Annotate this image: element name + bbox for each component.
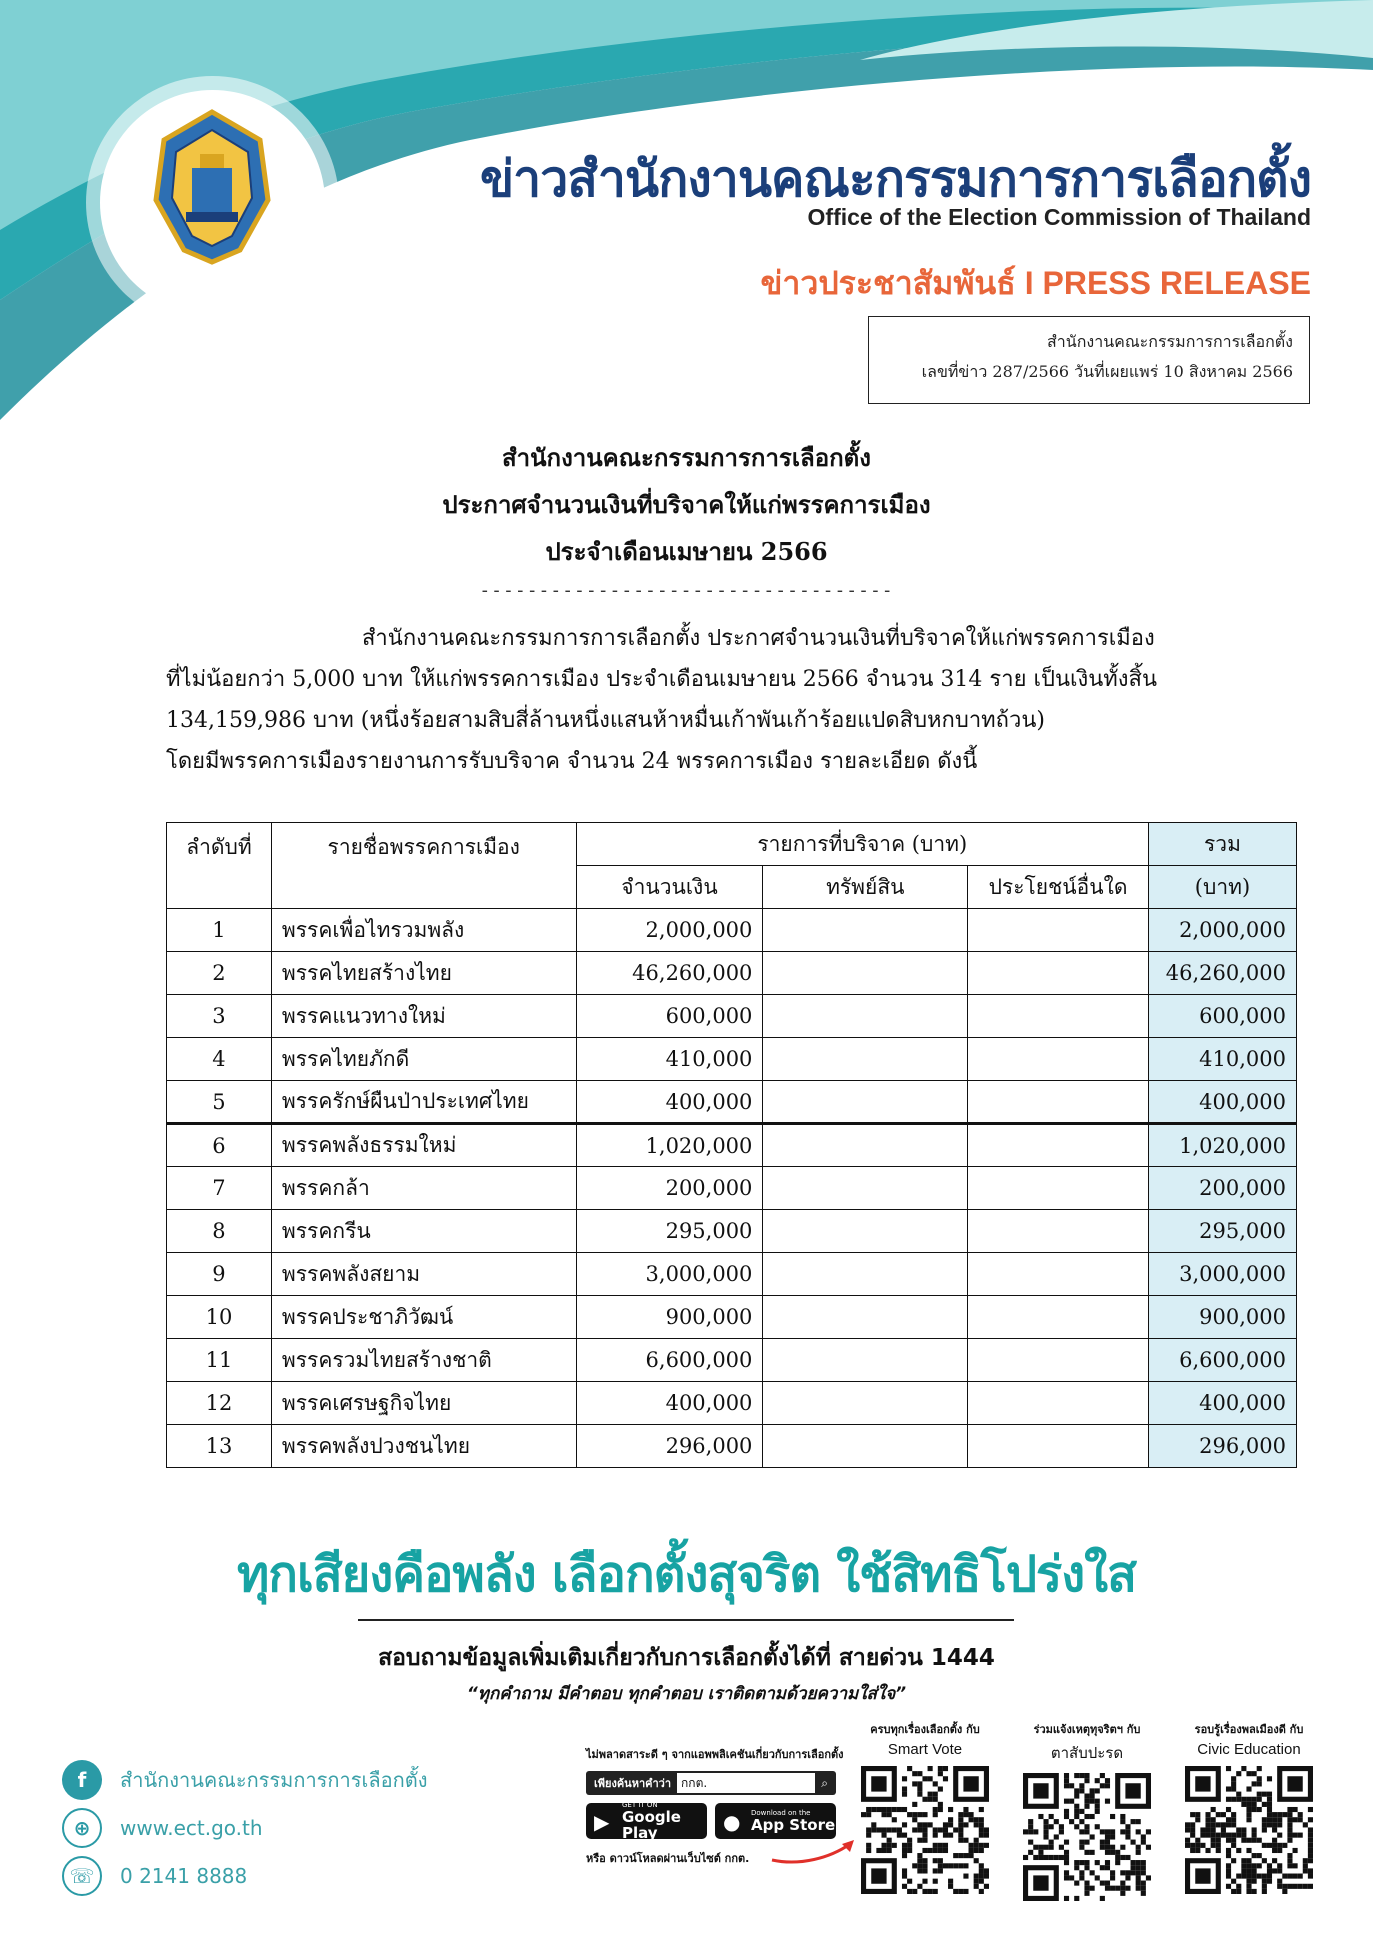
cell-other	[968, 909, 1149, 952]
cell-total: 900,000	[1148, 1296, 1296, 1339]
cell-total: 3,000,000	[1148, 1253, 1296, 1296]
cell-party-name: พรรครักษ์ผืนป่าประเทศไทย	[271, 1081, 576, 1124]
cell-no: 13	[167, 1425, 272, 1468]
table-row	[167, 1167, 1297, 1210]
hotline-subtext: “ทุกคำถาม มีคำตอบ ทุกคำตอบ เราติดตามด้วยความใส่ใจ”	[466, 1684, 907, 1704]
ect-seal-logo	[100, 90, 325, 315]
cell-party-name: พรรคไทยสร้างไทย	[271, 952, 576, 995]
table-row	[167, 1339, 1297, 1382]
table-row	[167, 1425, 1297, 1468]
separator: -----------------------------------	[479, 580, 894, 601]
cell-cash: 3,000,000	[576, 1253, 763, 1296]
cell-party-name: พรรคพลังสยาม	[271, 1253, 576, 1296]
cell-no: 8	[167, 1210, 272, 1253]
cell-total: 400,000	[1148, 1081, 1296, 1124]
cell-no: 7	[167, 1167, 272, 1210]
cell-cash: 6,600,000	[576, 1339, 763, 1382]
cell-asset	[763, 1038, 968, 1081]
qr-smart-vote[interactable]	[850, 1720, 1000, 1898]
contact-facebook[interactable]	[62, 1760, 427, 1800]
col-header-no: ลำดับที่	[167, 823, 272, 909]
cell-total: 200,000	[1148, 1167, 1296, 1210]
table-row	[167, 1210, 1297, 1253]
cell-no: 9	[167, 1253, 272, 1296]
table-row	[167, 995, 1297, 1038]
cell-party-name: พรรคแนวทางใหม่	[271, 995, 576, 1038]
apple-icon: ●	[723, 1810, 741, 1834]
cell-no: 2	[167, 952, 272, 995]
cell-asset	[763, 1167, 968, 1210]
header-title-en: Office of the Election Commission of Thailand	[807, 204, 1311, 230]
qr-code-icon	[861, 1766, 989, 1894]
col-header-total: รวม	[1148, 823, 1296, 866]
col-header-donation-group: รายการที่บริจาค (บาท)	[576, 823, 1148, 866]
cell-no: 12	[167, 1382, 272, 1425]
cell-cash: 1,020,000	[576, 1124, 763, 1167]
cell-party-name: พรรคเศรษฐกิจไทย	[271, 1382, 576, 1425]
para-line-1: สำนักงานคณะกรรมการการเลือกตั้ง ประกาศจำนวนเงินที่บริจาคให้แก่พรรคการเมือง	[362, 626, 1155, 651]
qr3-name: Civic Education	[1197, 1741, 1301, 1758]
phone-icon: ☏	[62, 1856, 102, 1896]
cell-cash: 410,000	[576, 1038, 763, 1081]
announcement-heading-3: ประจำเดือนเมษายน 2566	[545, 537, 828, 566]
col-header-name: รายชื่อพรรคการเมือง	[271, 823, 576, 909]
app-search-bar	[586, 1771, 836, 1795]
cell-other	[968, 1253, 1149, 1296]
app-store-big: App Store	[751, 1816, 836, 1834]
table-row	[167, 1081, 1297, 1124]
cell-total: 400,000	[1148, 1382, 1296, 1425]
cell-asset	[763, 1081, 968, 1124]
press-release-label: ข่าวประชาสัมพันธ์ I PRESS RELEASE	[760, 265, 1311, 301]
cell-party-name: พรรครวมไทยสร้างชาติ	[271, 1339, 576, 1382]
google-play-small: GET IT ON	[622, 1801, 658, 1809]
info-news-number: เลขที่ข่าว 287/2566 วันที่เผยแพร่ 10 สิงหาคม 2566	[921, 362, 1293, 381]
col-header-other: ประโยชน์อื่นใด	[968, 866, 1149, 909]
seal-icon	[100, 90, 325, 315]
qr-ta-sapparot[interactable]	[1012, 1720, 1162, 1905]
cell-other	[968, 952, 1149, 995]
cell-party-name: พรรคกรีน	[271, 1210, 576, 1253]
facebook-label: สำนักงานคณะกรรมการการเลือกตั้ง	[120, 1768, 428, 1792]
table-row	[167, 1253, 1297, 1296]
qr2-name: ตาสับปะรด	[1050, 1745, 1124, 1762]
table-row	[167, 952, 1297, 995]
cell-asset	[763, 1425, 968, 1468]
cell-party-name: พรรคพลังธรรมใหม่	[271, 1124, 576, 1167]
table-row	[167, 909, 1297, 952]
cell-total: 46,260,000	[1148, 952, 1296, 995]
cell-no: 11	[167, 1339, 272, 1382]
cell-asset	[763, 1124, 968, 1167]
col-header-total-unit: (บาท)	[1148, 866, 1296, 909]
cell-no: 4	[167, 1038, 272, 1081]
cell-other	[968, 1382, 1149, 1425]
cell-other	[968, 1167, 1149, 1210]
search-key-label: เพียงค้นหาคำว่า	[594, 1777, 672, 1790]
phone-label: 0 2141 8888	[120, 1864, 248, 1888]
cell-asset	[763, 909, 968, 952]
announcement-heading-1: สำนักงานคณะกรรมการการเลือกตั้ง	[502, 443, 871, 472]
cell-cash: 400,000	[576, 1382, 763, 1425]
cell-other	[968, 1124, 1149, 1167]
cell-total: 295,000	[1148, 1210, 1296, 1253]
cell-no: 3	[167, 995, 272, 1038]
cell-asset	[763, 1253, 968, 1296]
qr-code-icon	[1185, 1766, 1313, 1894]
para-line-3: 134,159,986 บาท (หนึ่งร้อยสามสิบสี่ล้านหนึ่งแสนห้าหมื่นเก้าพันเก้าร้อยแปดสิบหกบาทถ้วน)	[166, 708, 1045, 733]
qr1-name: Smart Vote	[887, 1741, 963, 1758]
cell-no: 6	[167, 1124, 272, 1167]
google-play-big: Google Play	[622, 1808, 681, 1842]
cell-other	[968, 1339, 1149, 1382]
cell-cash: 2,000,000	[576, 909, 763, 952]
download-web-label: หรือ ดาวน์โหลดผ่านเว็บไซต์ กกต.	[586, 1852, 750, 1865]
qr3-caption: รอบรู้เรื่องพลเมืองดี กับ	[1194, 1723, 1304, 1736]
info-office: สำนักงานคณะกรรมการการเลือกตั้ง	[1047, 332, 1293, 351]
table-row	[167, 1382, 1297, 1425]
cell-cash: 46,260,000	[576, 952, 763, 995]
cell-asset	[763, 1339, 968, 1382]
cell-no: 5	[167, 1081, 272, 1124]
para-line-2: ที่ไม่น้อยกว่า 5,000 บาท ให้แก่พรรคการเมือง ประจำเดือนเมษายน 2566 จำนวน 314 ราย เป็นเงินทั้งสิ้น	[166, 667, 1157, 692]
contact-website[interactable]	[62, 1808, 263, 1848]
table-row	[167, 1296, 1297, 1339]
cell-asset	[763, 952, 968, 995]
website-label: www.ect.go.th	[120, 1816, 263, 1840]
arrow-icon	[770, 1836, 860, 1866]
google-play-icon: ▶	[594, 1810, 610, 1834]
cell-total: 6,600,000	[1148, 1339, 1296, 1382]
cell-party-name: พรรคพลังปวงชนไทย	[271, 1425, 576, 1468]
qr-civic-education[interactable]	[1174, 1720, 1324, 1898]
para-line-4: โดยมีพรรคการเมืองรายงานการรับบริจาค จำนวน 24 พรรคการเมือง รายละเอียด ดังนี้	[166, 749, 978, 774]
cell-total: 1,020,000	[1148, 1124, 1296, 1167]
col-header-asset: ทรัพย์สิน	[763, 866, 968, 909]
cell-total: 296,000	[1148, 1425, 1296, 1468]
cell-cash: 400,000	[576, 1081, 763, 1124]
cell-cash: 900,000	[576, 1296, 763, 1339]
announcement-heading-2: ประกาศจำนวนเงินที่บริจาคให้แก่พรรคการเมือง	[442, 490, 931, 519]
contact-phone[interactable]	[62, 1856, 247, 1896]
cell-asset	[763, 1210, 968, 1253]
cell-asset	[763, 1296, 968, 1339]
cell-other	[968, 995, 1149, 1038]
cell-asset	[763, 995, 968, 1038]
qr-code-icon	[1023, 1773, 1151, 1901]
cell-other	[968, 1038, 1149, 1081]
search-icon: ⌕	[821, 1775, 828, 1790]
cell-total: 410,000	[1148, 1038, 1296, 1081]
search-value: กกต.	[677, 1773, 815, 1793]
google-play-badge[interactable]	[586, 1801, 707, 1842]
app-store-small: Download on the	[751, 1809, 811, 1817]
table-row	[167, 1124, 1297, 1167]
cell-cash: 296,000	[576, 1425, 763, 1468]
cell-asset	[763, 1382, 968, 1425]
slogan-divider	[358, 1619, 1014, 1621]
hotline-text: สอบถามข้อมูลเพิ่มเติมเกี่ยวกับการเลือกตั้งได้ที่ สายด่วน 1444	[378, 1645, 995, 1671]
col-header-cash: จำนวนเงิน	[576, 866, 763, 909]
news-info-box	[868, 316, 1310, 404]
cell-cash: 200,000	[576, 1167, 763, 1210]
cell-party-name: พรรคประชาภิวัฒน์	[271, 1296, 576, 1339]
cell-other	[968, 1296, 1149, 1339]
cell-other	[968, 1210, 1149, 1253]
app-label: ไม่พลาดสาระดี ๆ จากแอพพลิเคชันเกี่ยวกับการเลือกตั้ง	[586, 1748, 844, 1761]
qr2-caption: ร่วมแจ้งเหตุทุจริตฯ กับ	[1033, 1723, 1141, 1736]
cell-total: 2,000,000	[1148, 909, 1296, 952]
app-store-badge[interactable]	[715, 1803, 836, 1839]
cell-cash: 600,000	[576, 995, 763, 1038]
cell-party-name: พรรคไทยภักดี	[271, 1038, 576, 1081]
cell-cash: 295,000	[576, 1210, 763, 1253]
cell-no: 1	[167, 909, 272, 952]
footer-slogan: ทุกเสียงคือพลัง เลือกตั้งสุจริต ใช้สิทธิโปร่งใส	[236, 1546, 1136, 1603]
cell-party-name: พรรคเพื่อไทรวมพลัง	[271, 909, 576, 952]
table-row	[167, 1038, 1297, 1081]
qr1-caption: ครบทุกเรื่องเลือกตั้ง กับ	[870, 1723, 980, 1736]
facebook-icon: f	[62, 1760, 102, 1800]
cell-no: 10	[167, 1296, 272, 1339]
donation-table	[166, 822, 1297, 1468]
announcement-paragraph	[166, 618, 1206, 782]
cell-other	[968, 1425, 1149, 1468]
header-title-th: ข่าวสำนักงานคณะกรรมการการเลือกตั้ง	[479, 150, 1311, 208]
cell-total: 600,000	[1148, 995, 1296, 1038]
globe-icon: ⊕	[62, 1808, 102, 1848]
cell-other	[968, 1081, 1149, 1124]
cell-party-name: พรรคกล้า	[271, 1167, 576, 1210]
